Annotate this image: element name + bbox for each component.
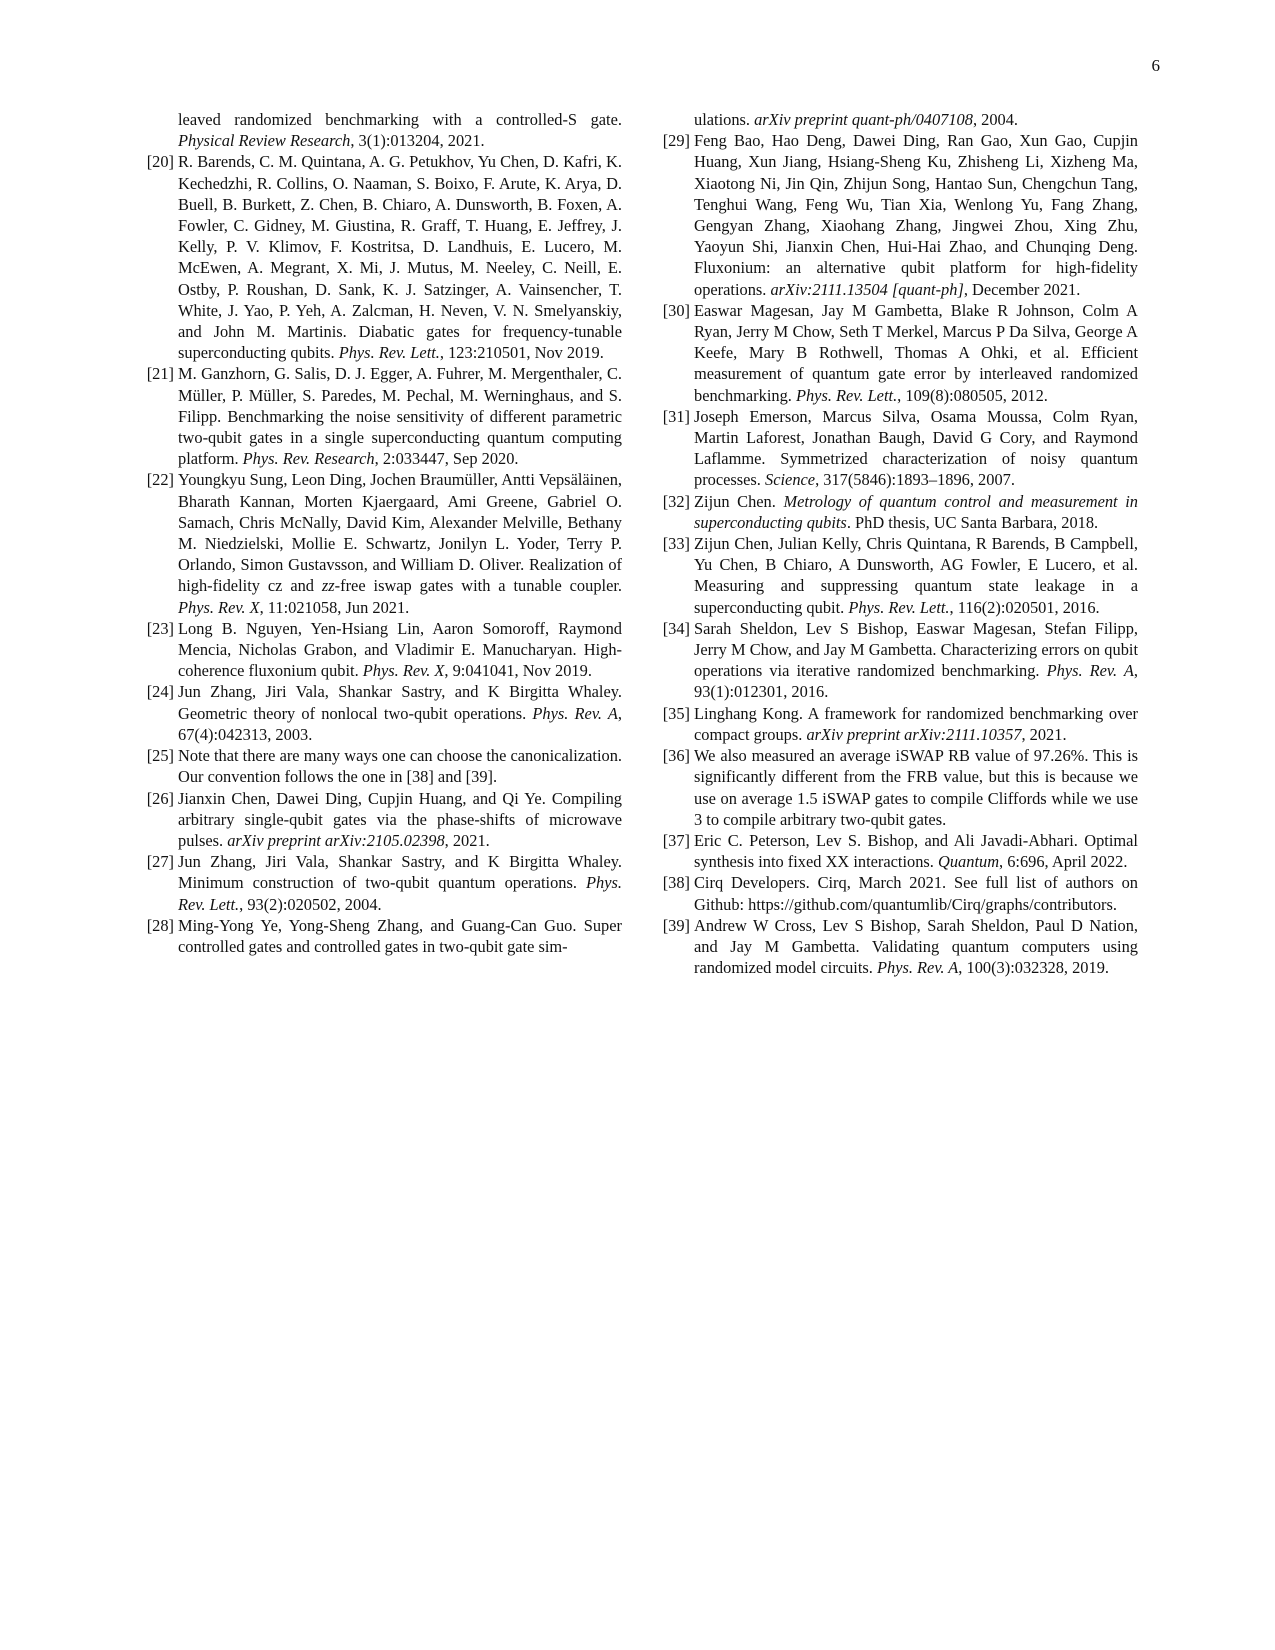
reference-body: [178, 915, 622, 957]
reference-body: [178, 745, 622, 787]
reference-italic-text: Physical Review Research: [178, 131, 351, 151]
reference-text-segment: , 6:696, April 2022.: [999, 852, 1128, 872]
reference-continuation: [140, 109, 622, 151]
reference-item: [656, 745, 1138, 830]
reference-number: [29]: [662, 131, 690, 151]
reference-number: [20]: [146, 152, 174, 172]
reference-item: [140, 745, 622, 787]
reference-item: [656, 300, 1138, 406]
reference-text-segment: Andrew W Cross, Lev S Bishop, Sarah Sheldon, Paul D Nation, and Jay M Gambetta. Validating quantum computers using randomized model circuits.: [694, 915, 1138, 978]
reference-text-segment: , 9:041041, Nov 2019.: [444, 661, 592, 681]
reference-text-segment: , 116(2):020501, 2016.: [949, 597, 1100, 617]
reference-text-segment: , 11:021058, Jun 2021.: [259, 597, 410, 617]
reference-item: [140, 915, 622, 957]
reference-number: [22]: [146, 470, 174, 490]
reference-continuation: [656, 109, 1138, 130]
reference-item: [656, 915, 1138, 979]
reference-item: [656, 533, 1138, 618]
reference-text-segment: , 93(1):012301, 2016.: [694, 661, 1138, 702]
references-right-column: [656, 109, 1138, 978]
reference-text-segment: Ming-Yong Ye, Yong-Sheng Zhang, and Guang-Can Guo. Super controlled gates and controlled gates in two-qubit gate sim-: [178, 915, 622, 956]
reference-number: [31]: [662, 406, 690, 426]
reference-text-segment: , 100(3):032328, 2019.: [958, 958, 1109, 978]
reference-text-segment: , 2:033447, Sep 2020.: [374, 449, 519, 469]
reference-text-segment: Zijun Chen.: [694, 491, 784, 511]
reference-text-segment: , 2004.: [972, 110, 1019, 129]
reference-body: [178, 788, 622, 852]
reference-italic-text: Phys. Rev. X: [178, 597, 260, 617]
reference-number: [36]: [662, 746, 690, 766]
reference-item: [140, 363, 622, 469]
reference-body: [694, 491, 1138, 533]
reference-italic-text: Science: [765, 470, 816, 490]
reference-body: [694, 872, 1138, 914]
reference-text-segment: , December 2021.: [963, 279, 1081, 299]
reference-item: [140, 151, 622, 363]
reference-item: [656, 618, 1138, 703]
reference-number: [26]: [146, 788, 174, 808]
reference-text-segment: , 317(5846):1893–1896, 2007.: [815, 470, 1015, 490]
reference-text-segment: Sarah Sheldon, Lev S Bishop, Easwar Magesan, Stefan Filipp, Jerry M Chow, and Jay M Gambetta. Characterizing errors on qubit operations via iterative randomized benchmarking.: [694, 618, 1138, 681]
reference-body: [178, 469, 622, 617]
reference-number: [33]: [662, 534, 690, 554]
reference-text-segment: Feng Bao, Hao Deng, Dawei Ding, Ran Gao, Xun Gao, Cupjin Huang, Xun Jiang, Hsiang-Sheng Ku, Zhisheng Li, Xizheng Ma, Xiaotong Ni, Jin Qin, Zhijun Song, Hantao Sun, Chengchun Tang, Tenghui Wang, Feng Wu, Tian Xia, Wenlong Yu, Fang Zhang, Gengyan Zhang, Xiaohang Zhang, Jingwei Zhou, Xing Zhu, Yaoyun Shi, Jianxin Chen, Hui-Hai Zhao, and Chunqing Deng. Fluxonium: an alternative qubit platform for high-fidelity operations.: [694, 131, 1138, 299]
reference-body: [694, 406, 1138, 491]
reference-text-segment: Cirq Developers. Cirq, March 2021. See full list of authors on Github: https://github.com/quantumlib/Cirq/graphs/contributors.: [694, 873, 1138, 914]
reference-body: [694, 703, 1138, 745]
reference-italic-text: arXiv:2111.13504 [quant-ph]: [770, 279, 964, 299]
reference-number: [38]: [662, 873, 690, 893]
reference-italic-text: Phys. Rev. A: [532, 703, 618, 723]
reference-item: [140, 788, 622, 852]
reference-text-segment: leaved randomized benchmarking with a controlled-S gate.: [178, 110, 622, 129]
reference-number: [32]: [662, 491, 690, 511]
reference-text-segment: Long B. Nguyen, Yen-Hsiang Lin, Aaron Somoroff, Raymond Mencia, Nicholas Grabon, and Vladimir E. Manucharyan. High-coherence fluxonium qubit.: [178, 618, 622, 681]
reference-item: [656, 130, 1138, 300]
reference-list: [140, 151, 622, 957]
reference-item: [140, 618, 622, 682]
reference-italic-text: Phys. Rev. Lett.: [178, 873, 622, 914]
reference-italic-text: Phys. Rev. A: [876, 958, 959, 978]
page-number: 6: [1151, 56, 1160, 75]
reference-number: [34]: [662, 618, 690, 638]
reference-body: [694, 745, 1138, 830]
reference-text-segment: Zijun Chen, Julian Kelly, Chris Quintana, R Barends, B Campbell, Yu Chen, B Chiaro, A Dunsworth, AG Fowler, E Lucero, et al. Measuring and suppressing quantum state leakage in a superconducting qubit.: [694, 534, 1138, 617]
reference-italic-text: zz: [321, 576, 335, 596]
reference-text-segment: , 2021.: [444, 830, 490, 850]
reference-text-segment: , 3(1):013204, 2021.: [350, 131, 485, 151]
reference-italic-text: arXiv preprint quant-ph/0407108: [754, 110, 973, 129]
reference-italic-text: Phys. Rev. Lett.: [848, 597, 950, 617]
reference-text-segment: -free iswap gates with a tunable coupler.: [334, 576, 622, 596]
reference-text-segment: Jianxin Chen, Dawei Ding, Cupjin Huang, and Qi Ye. Compiling arbitrary single-qubit gates via the phase-shifts of microwave pulses.: [178, 788, 622, 850]
reference-number: [27]: [146, 852, 174, 872]
reference-text-segment: We also measured an average iSWAP RB value of 97.26%. This is significantly different from the FRB value, but this is because we use on average 1.5 iSWAP gates to compile Cliffords while we use 3 to compile arbitrary two-qubit gates.: [694, 746, 1138, 829]
reference-number: [23]: [146, 618, 174, 638]
reference-text-segment: Note that there are many ways one can choose the canonicalization. Our convention follows the one in [38] and [39].: [178, 746, 622, 787]
reference-body: [694, 915, 1138, 979]
reference-text-segment: Linghang Kong. A framework for randomized benchmarking over compact groups.: [694, 703, 1138, 744]
reference-body: [694, 830, 1138, 872]
references-left-column: [140, 109, 622, 957]
reference-number: [30]: [662, 300, 690, 320]
reference-body: [178, 681, 622, 745]
reference-number: [25]: [146, 746, 174, 766]
reference-number: [21]: [146, 364, 174, 384]
reference-text-segment: , 67(4):042313, 2003.: [178, 703, 622, 744]
reference-body: [694, 618, 1138, 703]
reference-number: [37]: [662, 830, 690, 850]
reference-text-segment: R. Barends, C. M. Quintana, A. G. Petukhov, Yu Chen, D. Kafri, K. Kechedzhi, R. Collins, O. Naaman, S. Boixo, F. Arute, K. Arya, D. Buell, B. Burkett, Z. Chen, B. Chiaro, A. Dunsworth, B. Foxen, A. Fowler, C. Gidney, M. Giustina, R. Graff, T. Huang, E. Jeffrey, J. Kelly, P. V. Klimov, F. Kostritsa, D. Landhuis, E. Lucero, M. McEwen, A. Megrant, X. Mi, J. Mutus, M. Neeley, C. Neill, E. Ostby, P. Roushan, D. Sank, K. J. Satzinger, A. Vainsencher, T. White, J. Yao, P. Yeh, A. Zalcman, H. Neven, V. N. Smelyanskiy, and John M. Martinis. Diabatic gates for frequency-tunable superconducting qubits.: [178, 152, 622, 363]
reference-item: [656, 872, 1138, 914]
reference-italic-text: Phys. Rev. Lett.: [795, 385, 898, 405]
reference-item: [140, 469, 622, 617]
reference-text-segment: , 2021.: [1021, 724, 1067, 744]
reference-text-segment: Easwar Magesan, Jay M Gambetta, Blake R Johnson, Colm A Ryan, Jerry M Chow, Seth T Merkel, Marcus P Da Silva, George A Keefe, Mary B Rothwell, Thomas A Ohki, et al. Efficient measurement of quantum gate error by interleaved randomized benchmarking.: [694, 300, 1138, 405]
reference-item: [140, 851, 622, 915]
reference-italic-text: Phys. Rev. Lett.: [338, 343, 440, 363]
reference-text-segment: , 123:210501, Nov 2019.: [439, 343, 604, 363]
reference-item: [656, 830, 1138, 872]
reference-italic-text: Phys. Rev. X: [362, 661, 445, 681]
reference-body: [178, 151, 622, 363]
reference-number: [39]: [662, 915, 690, 935]
reference-text-segment: M. Ganzhorn, G. Salis, D. J. Egger, A. Fuhrer, M. Mergenthaler, C. Müller, P. Müller, S. Paredes, M. Pechal, M. Werninghaus, and S. Filipp. Benchmarking the noise sensitivity of different parametric two-qubit gates in a single superconducting quantum computing platform.: [178, 364, 622, 469]
reference-item: [656, 406, 1138, 491]
reference-body: [178, 618, 622, 682]
reference-body: [694, 130, 1138, 300]
reference-body: [178, 851, 622, 915]
reference-item: [656, 703, 1138, 745]
reference-text-segment: Jun Zhang, Jiri Vala, Shankar Sastry, and K Birgitta Whaley. Minimum construction of two-qubit quantum operations.: [178, 852, 622, 893]
reference-text-segment: Youngkyu Sung, Leon Ding, Jochen Braumüller, Antti Vepsäläinen, Bharath Kannan, Morten Kjaergaard, Ami Greene, Gabriel O. Samach, Chris McNally, David Kim, Alexander Melville, Bethany M. Niedzielski, Mollie E. Schwartz, Jonilyn L. Yoder, Terry P. Orlando, Simon Gustavsson, and William D. Oliver. Realization of high-fidelity cz and: [178, 470, 622, 596]
reference-text-segment: Jun Zhang, Jiri Vala, Shankar Sastry, and K Birgitta Whaley. Geometric theory of nonlocal two-qubit operations.: [178, 682, 622, 723]
reference-italic-text: arXiv preprint arXiv:2111.10357: [806, 724, 1022, 744]
reference-body: [694, 300, 1138, 406]
reference-text-segment: Joseph Emerson, Marcus Silva, Osama Moussa, Colm Ryan, Martin Laforest, Jonathan Baugh, David G Cory, and Raymond Laflamme. Symmetrized characterization of noisy quantum processes.: [694, 406, 1138, 490]
reference-italic-text: arXiv preprint arXiv:2105.02398: [227, 830, 445, 850]
reference-text-segment: . PhD thesis, UC Santa Barbara, 2018.: [846, 512, 1099, 532]
reference-text-segment: , 93(2):020502, 2004.: [239, 894, 382, 914]
reference-item: [140, 681, 622, 745]
reference-italic-text: Phys. Rev. Research: [242, 449, 375, 469]
reference-italic-text: Quantum: [938, 852, 1000, 872]
reference-text-segment: , 109(8):080505, 2012.: [897, 385, 1048, 405]
reference-italic-text: Phys. Rev. A: [1046, 661, 1134, 681]
reference-number: [24]: [146, 682, 174, 702]
reference-number: [35]: [662, 703, 690, 723]
reference-text-segment: Eric C. Peterson, Lev S. Bishop, and Ali Javadi-Abhari. Optimal synthesis into fixed XX interactions.: [694, 830, 1138, 872]
reference-list: [656, 130, 1138, 978]
reference-number: [28]: [146, 915, 174, 935]
reference-item: [656, 491, 1138, 533]
reference-body: [694, 533, 1138, 618]
reference-body: [178, 363, 622, 469]
reference-italic-text: Metrology of quantum control and measurement in superconducting qubits: [694, 491, 1138, 532]
reference-text-segment: ulations.: [694, 110, 755, 129]
